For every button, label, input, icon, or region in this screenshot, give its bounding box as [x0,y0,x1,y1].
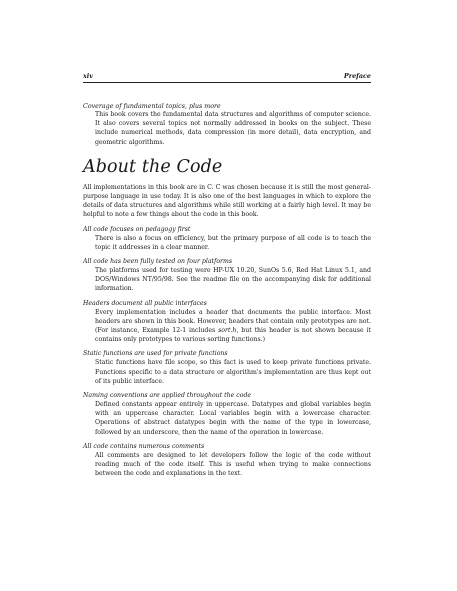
item-body: All comments are designed to let developers follow the logic of the code without reading much of the code itself. This is useful when trying to make connections between the code and explanations in the text. [95,451,371,478]
item-title: Static functions are used for private functions [83,350,228,358]
page-number: xiv [83,72,93,80]
item-title: All code contains numerous comments [83,442,205,450]
running-title: Preface [343,72,371,80]
running-header [83,72,371,83]
item-title: Headers document all public interfaces [83,299,207,307]
file-reference: sort.h [218,327,237,335]
page [83,72,371,478]
item-body: Defined constants appear entirely in uppercase. Datatypes and global variables begin with an uppercase character. Local variables begin with a lowercase character. Operations of abstract datatypes begin with the name of the type in lowercase, followed by an underscore, then the name of the operation in lowercase. [95,401,371,436]
item-title: All code has been fully tested on four platforms [83,258,233,266]
section-intro: All implementations in this book are in C. C was chosen because it is still the most general-purpose language in use today. It is also one of the best languages in which to explore the details of data structures and algorithms while still working at a fairly high level. It may be helpful to note a few things about the code in this book. [83,183,371,219]
coverage-title: Coverage of fundamental topics, plus more [83,103,221,110]
item-body [95,308,371,345]
section-heading: About the Code [83,156,223,177]
item-body: The platforms used for testing were HP-UX 10.20, SunOs 5.6, Red Hat Linux 5.1, and DOS/Windows NT/95/98. See the readme file on the accompanying disk for additional information. [95,267,371,293]
item-title: Naming conventions are applied throughout the code [83,392,252,400]
coverage-body: This book covers the fundamental data structures and algorithms of computer science. It also covers several topics not normally addressed in books on the subject. These include numerical methods, data compression (in more detail), data encryption, and geometric algorithms. [95,111,371,146]
item-body: There is also a focus on efficiency, but the primary purpose of all code is to teach the topic it addresses in a clear manner. [95,234,371,251]
item-body-text: Every implementation includes a header that documents the public interface. Most headers are shown in this book. However, headers that contain only prototypes are not. (For instance, Example 12-1 includes [95,308,371,335]
item-title: All code focuses on pedagogy first [83,225,191,233]
item-body: Static functions have file scope, so this fact is used to keep private functions private. Functions specific to a data structure or algorithm's implementation are thus kept out of its public interface. [95,359,371,385]
item-body-text: , but this header is not shown because it contains only prototypes to various sorting functions.) [95,327,371,344]
